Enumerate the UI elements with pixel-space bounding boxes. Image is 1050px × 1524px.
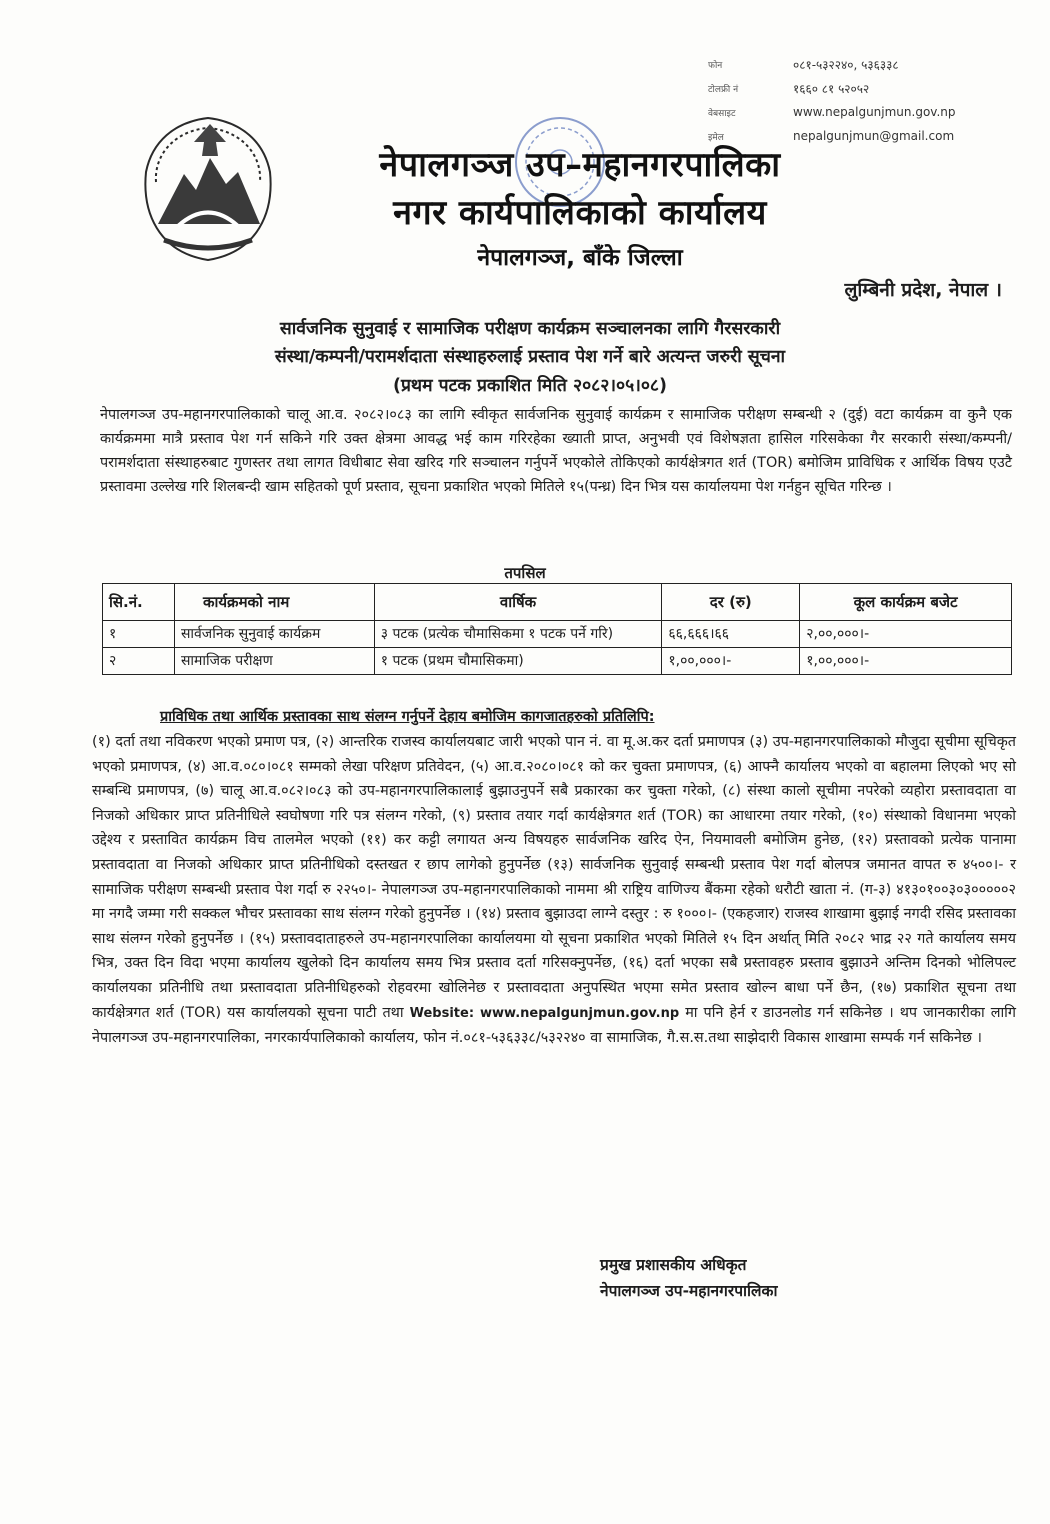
tollfree-value: १६६० ८१ ५२०५२ — [793, 81, 870, 96]
office-name-line1: नेपालगञ्ज उप–महानगरपालिका — [379, 145, 781, 185]
table-header-cell: कूल कार्यक्रम बजेट — [800, 584, 1012, 621]
schedule-caption: तपसिल — [504, 564, 546, 582]
table-header-cell: सि.नं. — [103, 584, 175, 621]
website-link[interactable]: Website: www.nepalgunjmun.gov.np — [409, 1005, 680, 1021]
signatory-title: प्रमुख प्रशासकीय अधिकृत — [600, 1256, 747, 1274]
table-row — [103, 621, 1012, 648]
nepal-emblem-icon — [138, 112, 278, 264]
signatory-office: नेपालगञ्ज उप-महानगरपालिका — [600, 1282, 778, 1300]
contact-block — [708, 52, 1028, 148]
table-header-cell: कार्यक्रमको नाम — [174, 584, 374, 621]
phone-label: फोन — [708, 60, 723, 71]
website-value[interactable]: www.nepalgunjmun.gov.np — [793, 105, 956, 119]
documents-paragraph — [92, 730, 1016, 1051]
office-name-line2: नगर कार्यपालिकाको कार्यालय — [393, 193, 767, 233]
website-label: वेबसाइट — [708, 108, 736, 119]
documents-text-b: मा पनि हेर्न र डाउनलोड गर्न सकिनेछ । थप जानकारीका लागि नेपालगञ्ज उप-महानगरपालिका, नगरकार्यपालिकाको कार्यालय, फोन नं.०८१-५३६३३८/५३२२४० वा सामाजिक, गै.स.स.तथा साझेदारी विकास शाखामा सम्पर्क गर्न सकिनेछ । — [92, 1004, 1017, 1047]
table-cell: ६६,६६६।६६ — [662, 621, 800, 648]
table-row — [103, 648, 1012, 675]
table-cell: १ — [103, 621, 175, 648]
table-cell: २ — [103, 648, 175, 675]
notice-title-line1: सार्वजनिक सुनुवाई र सामाजिक परीक्षण कार्यक्रम सञ्चालनका लागि गैरसरकारी — [279, 319, 781, 339]
notice-publish-date: (प्रथम पटक प्रकाशित मिति २०८२।०५।०८) — [392, 376, 668, 396]
table-cell: सामाजिक परीक्षण — [174, 648, 374, 675]
email-label: इमेल — [708, 132, 724, 143]
table-cell: २,००,०००।- — [800, 621, 1012, 648]
office-address: नेपालगञ्ज, बाँके जिल्ला — [477, 245, 683, 271]
province-line: लुम्बिनी प्रदेश, नेपाल । — [844, 279, 1002, 301]
schedule-table — [102, 583, 1012, 675]
table-cell: १,००,०००।- — [662, 648, 800, 675]
table-cell: १ पटक (प्रथम चौमासिकमा) — [374, 648, 662, 675]
table-cell: सार्वजनिक सुनुवाई कार्यक्रम — [174, 621, 374, 648]
email-value[interactable]: nepalgunjmun@gmail.com — [793, 129, 955, 143]
table-cell: १,००,०००।- — [800, 648, 1012, 675]
notice-title-line2: संस्था/कम्पनी/परामर्शदाता संस्थाहरुलाई प्रस्ताव पेश गर्ने बारे अत्यन्त जरुरी सूचना — [274, 347, 786, 367]
tollfree-label: टोलफ्री नं — [708, 84, 739, 95]
table-cell: ३ पटक (प्रत्येक चौमासिकमा १ पटक पर्ने गरि) — [374, 621, 662, 648]
table-header-cell: दर (रु) — [662, 584, 800, 621]
intro-paragraph: नेपालगञ्ज उप-महानगरपालिकाको चालू आ.व. २०८२।०८३ का लागि स्वीकृत सार्वजनिक सुनुवाई कार्यक्रम र सामाजिक परीक्षण सम्बन्धी २ (दुई) वटा कार्यक्रम वा कुनै एक कार्यक्रममा मात्रै प्रस्ताव पेश गर्न सकिने गरि उक्त क्षेत्रमा आवद्ध भई काम गरिरहेका ख्याती प्राप्त, अनुभवी एवं विशेषज्ञता हासिल गरिसकेका गैर सरकारी संस्था/कम्पनी/परामर्शदाता संस्थाहरुबाट गुणस्तर तथा लागत विधीबाट सेवा खरिद गरि सञ्चालन गर्नुपर्ने भएकोले तोकिएको कार्यक्षेत्रगत शर्त (TOR) बमोजिम प्राविधिक र आर्थिक विषय एउटै प्रस्तावमा उल्लेख गरि शिलबन्दी खाम सहितको पूर्ण प्रस्ताव, सूचना प्रकाशित भएको मितिले १५(पन्ध्र) दिन भित्र यस कार्यालयमा पेश गर्नहुन सूचित गरिन्छ । — [100, 407, 1012, 495]
documents-heading: प्राविधिक तथा आर्थिक प्रस्तावका साथ संलग्न गर्नुपर्ने देहाय बमोजिम कागजातहरुको प्रतिलिपि: — [160, 709, 655, 725]
table-header-cell: वार्षिक — [374, 584, 662, 621]
documents-text-a: (१) दर्ता तथा नविकरण भएको प्रमाण पत्र, (२) आन्तरिक राजस्व कार्यालयबाट जारी भएको पान नं. वा मू.अ.कर दर्ता प्रमाणपत्र (३) उप-महानगरपालिकाको मौजुदा सूचीमा सूचिकृत भएको प्रमाणपत्र, (४) आ.व.०८०।०८१ सम्मको लेखा परिक्षण प्रतिवेदन, (५) आ.व.२०८०।०८१ को कर चुक्ता प्रमाणपत्र, (६) आफ्नै कार्यालय भएको वा बहालमा लिएको भए सो सम्बन्धि प्रमाणपत्र, (७) चालू आ.व.०८२।०८३ को उप-महानगरपालिकालाई बुझाउनुपर्ने सबै प्रकारका कर चुक्ता गरेको, (८) संस्था कालो सूचीमा नपरेको व्यहोरा प्रस्तावदाता वा निजको अधिकार प्राप्त प्रतिनीधिले स्वघोषणा गरि पत्र संलग्न गरेको, (९) प्रस्ताव तयार गर्दा कार्यक्षेत्रगत शर्त (TOR) का आधारमा तयार गरेको, (१०) संस्थाको विधानमा भएको उद्देश्य र प्रस्तावित कार्यक्रम विच तालमेल भएको (११) कर कट्टी लगायत अन्य विषयहरु सार्वजनिक खरिद ऐन, नियमावली बमोजिम हुनेछ, (१२) प्रस्तावको प्रत्येक पानामा प्रस्तावदाता वा निजको अधिकार प्राप्त प्रतिनीधिको दस्तखत र छाप लागेको हुनुपर्नेछ (१३) सार्वजनिक सुनुवाई सम्बन्धी प्रस्ताव पेश गर्दा बोलपत्र जमानत वापत रु ४५००।- र सामाजिक परीक्षण सम्बन्धी प्रस्ताव पेश गर्दा रु २२५०।- नेपालगञ्ज उप-महानगरपालिकाको नाममा श्री राष्ट्रिय वाणिज्य बैंकमा रहेको धरौटी खाता नं. (ग-३) ४१३०१००३०३०००००२ मा नगदै जम्मा गरी सक्कल भौचर प्रस्तावका साथ संलग्न गरेको हुनुपर्नेछ । (१४) प्रस्ताव बुझाउदा लाग्ने दस्तुर : रु १०००।- (एकहजार) राजस्व शाखामा बुझाई नगदी रसिद प्रस्तावका साथ संलग्न गरेको हुनुपर्नेछ । (१५) प्रस्तावदाताहरुले उप-महानगरपालिका कार्यालयमा यो सूचना प्रकाशित भएको मितिले १५ दिन अर्थात् मिति २०८२ भाद्र २२ गते कार्यालय समय भित्र, उक्त दिन विदा भएमा कार्यालय खुलेको दिन कार्यालय समय भित्र प्रस्ताव दर्ता गरिसक्नुपर्नेछ, (१६) दर्ता भएका सबै प्रस्तावहरु प्रस्ताव बुझाउने अन्तिम दिनको भोलिपल्ट कार्यालयका प्रतिनीधि तथा प्रस्तावदाता प्रतिनीधिहरुको रोहवरमा खोलिनेछ र प्रस्तावदाता अनुपस्थित भएमा समेत प्रस्ताव खोल्न बाधा पर्ने छैन, (१७) प्रकाशित सूचना तथा कार्यक्षेत्रगत शर्त (TOR) यस कार्यालयको सूचना पाटी तथा — [92, 734, 1016, 1021]
phone-value: ०८१-५३२२४०, ५३६३३८ — [793, 57, 899, 72]
table-header-row — [103, 584, 1012, 621]
